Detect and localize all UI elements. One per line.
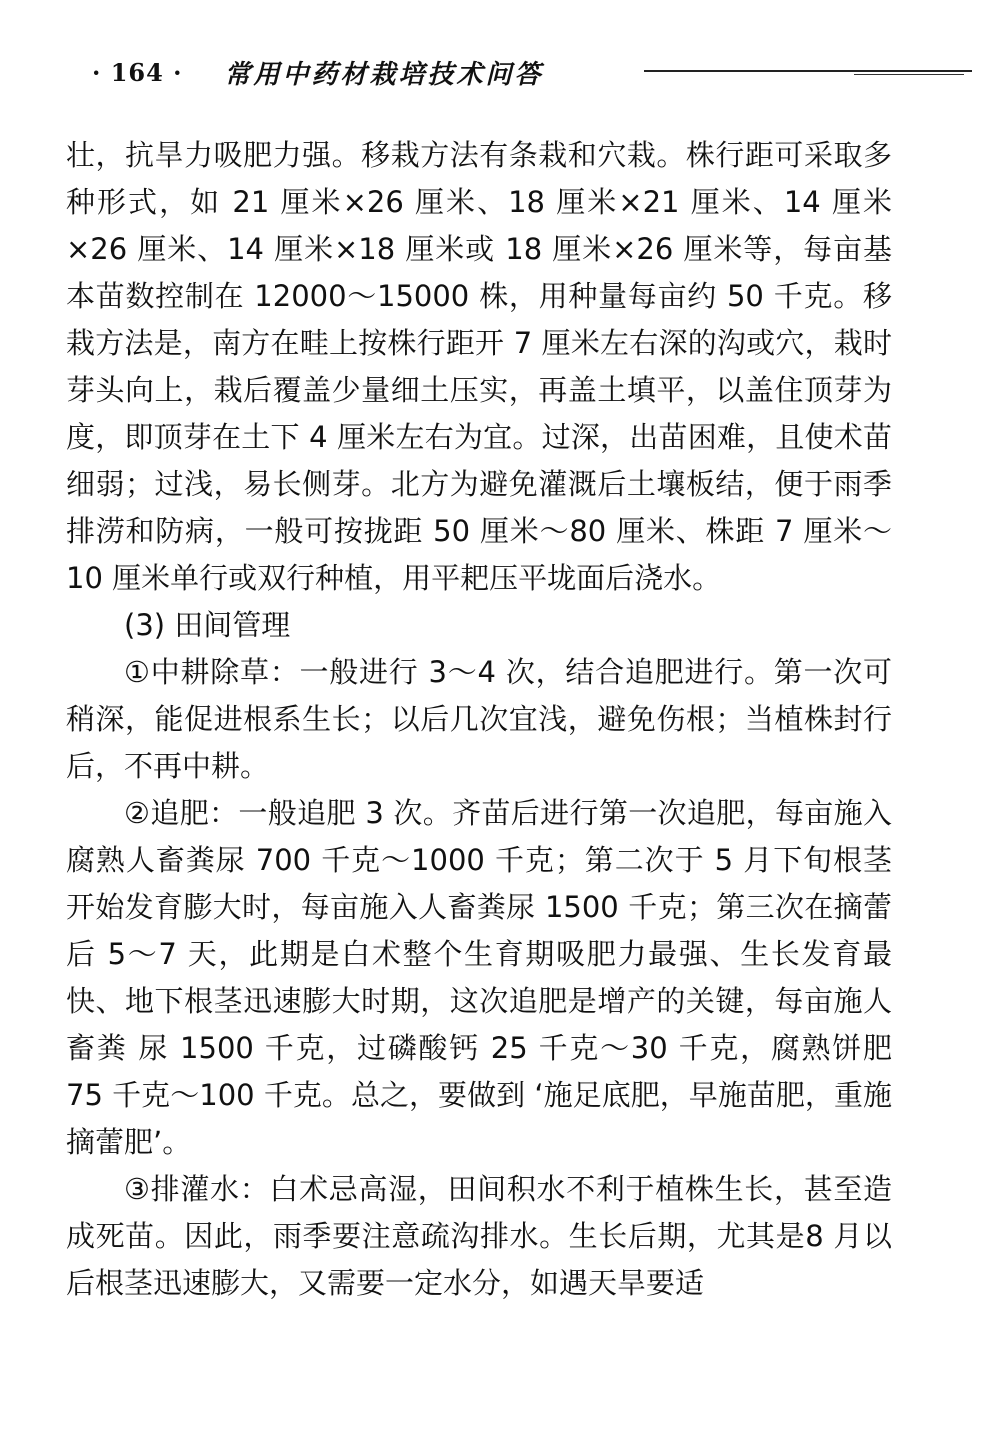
header-rule-secondary [854, 74, 964, 75]
paragraph-weeding: ①中耕除草：一般进行 3～4 次，结合追肥进行。第一次可稍深，能促进根系生长；以后几次宜浅，避免伤根；当植株封行后，不再中耕。 [66, 655, 892, 783]
book-title: 常用中药材栽培技术问答 [224, 59, 544, 90]
page-number: · 164 · [92, 57, 183, 87]
page-body [66, 132, 892, 1307]
section-heading-field-management: (3) 田间管理 [124, 608, 291, 642]
paragraph-irrigation: ③排灌水：白术忌高湿，田间积水不利于植株生长，甚至造成死苗。因此，雨季要注意疏沟排水。生长后期，尤其是8 月以后根茎迅速膨大，又需要一定水分，如遇天旱要适 [66, 1172, 892, 1300]
paragraph-fertilizing: ②追肥：一般追肥 3 次。齐苗后进行第一次追肥，每亩施入腐熟人畜粪尿 700 千克～1000 千克；第二次于 5 月下旬根茎开始发育膨大时，每亩施入人畜粪尿 1500 千克；第三次在摘蕾后 5～7 天，此期是白术整个生育期吸肥力最强、生长发育最快、地下根茎迅速膨大时期，这次追肥是增产的关键，每亩施人畜粪 尿 1500 千克，过磷酸钙 25 千克～30 千克，腐熟饼肥 75 千克～100 千克。总之，要做到 ‘施足底肥，早施苗肥，重施摘蕾肥’。 [66, 796, 892, 1159]
paragraph-transplanting: 壮，抗旱力吸肥力强。移栽方法有条栽和穴栽。株行距可采取多种形式，如 21 厘米×26 厘米、18 厘米×21 厘米、14 厘米×26 厘米、14 厘米×18 厘米或 18 厘米×26 厘米等，每亩基本苗数控制在 12000～15000 株，用种量每亩约 50 千克。移栽方法是，南方在畦上按株行距开 7 厘米左右深的沟或穴，栽时芽头向上，栽后覆盖少量细土压实，再盖土填平，以盖住顶芽为度，即顶芽在土下 4 厘米左右为宜。过深，出苗困难，且使术苗细弱；过浅，易长侧芽。北方为避免灌溉后土壤板结，便于雨季排涝和防病，一般可按拢距 50 厘米～80 厘米、株距 7 厘米～10 厘米单行或双行种植，用平耙压平垅面后浇水。 [66, 138, 892, 595]
page-header [92, 52, 892, 92]
header-rule [644, 70, 972, 72]
